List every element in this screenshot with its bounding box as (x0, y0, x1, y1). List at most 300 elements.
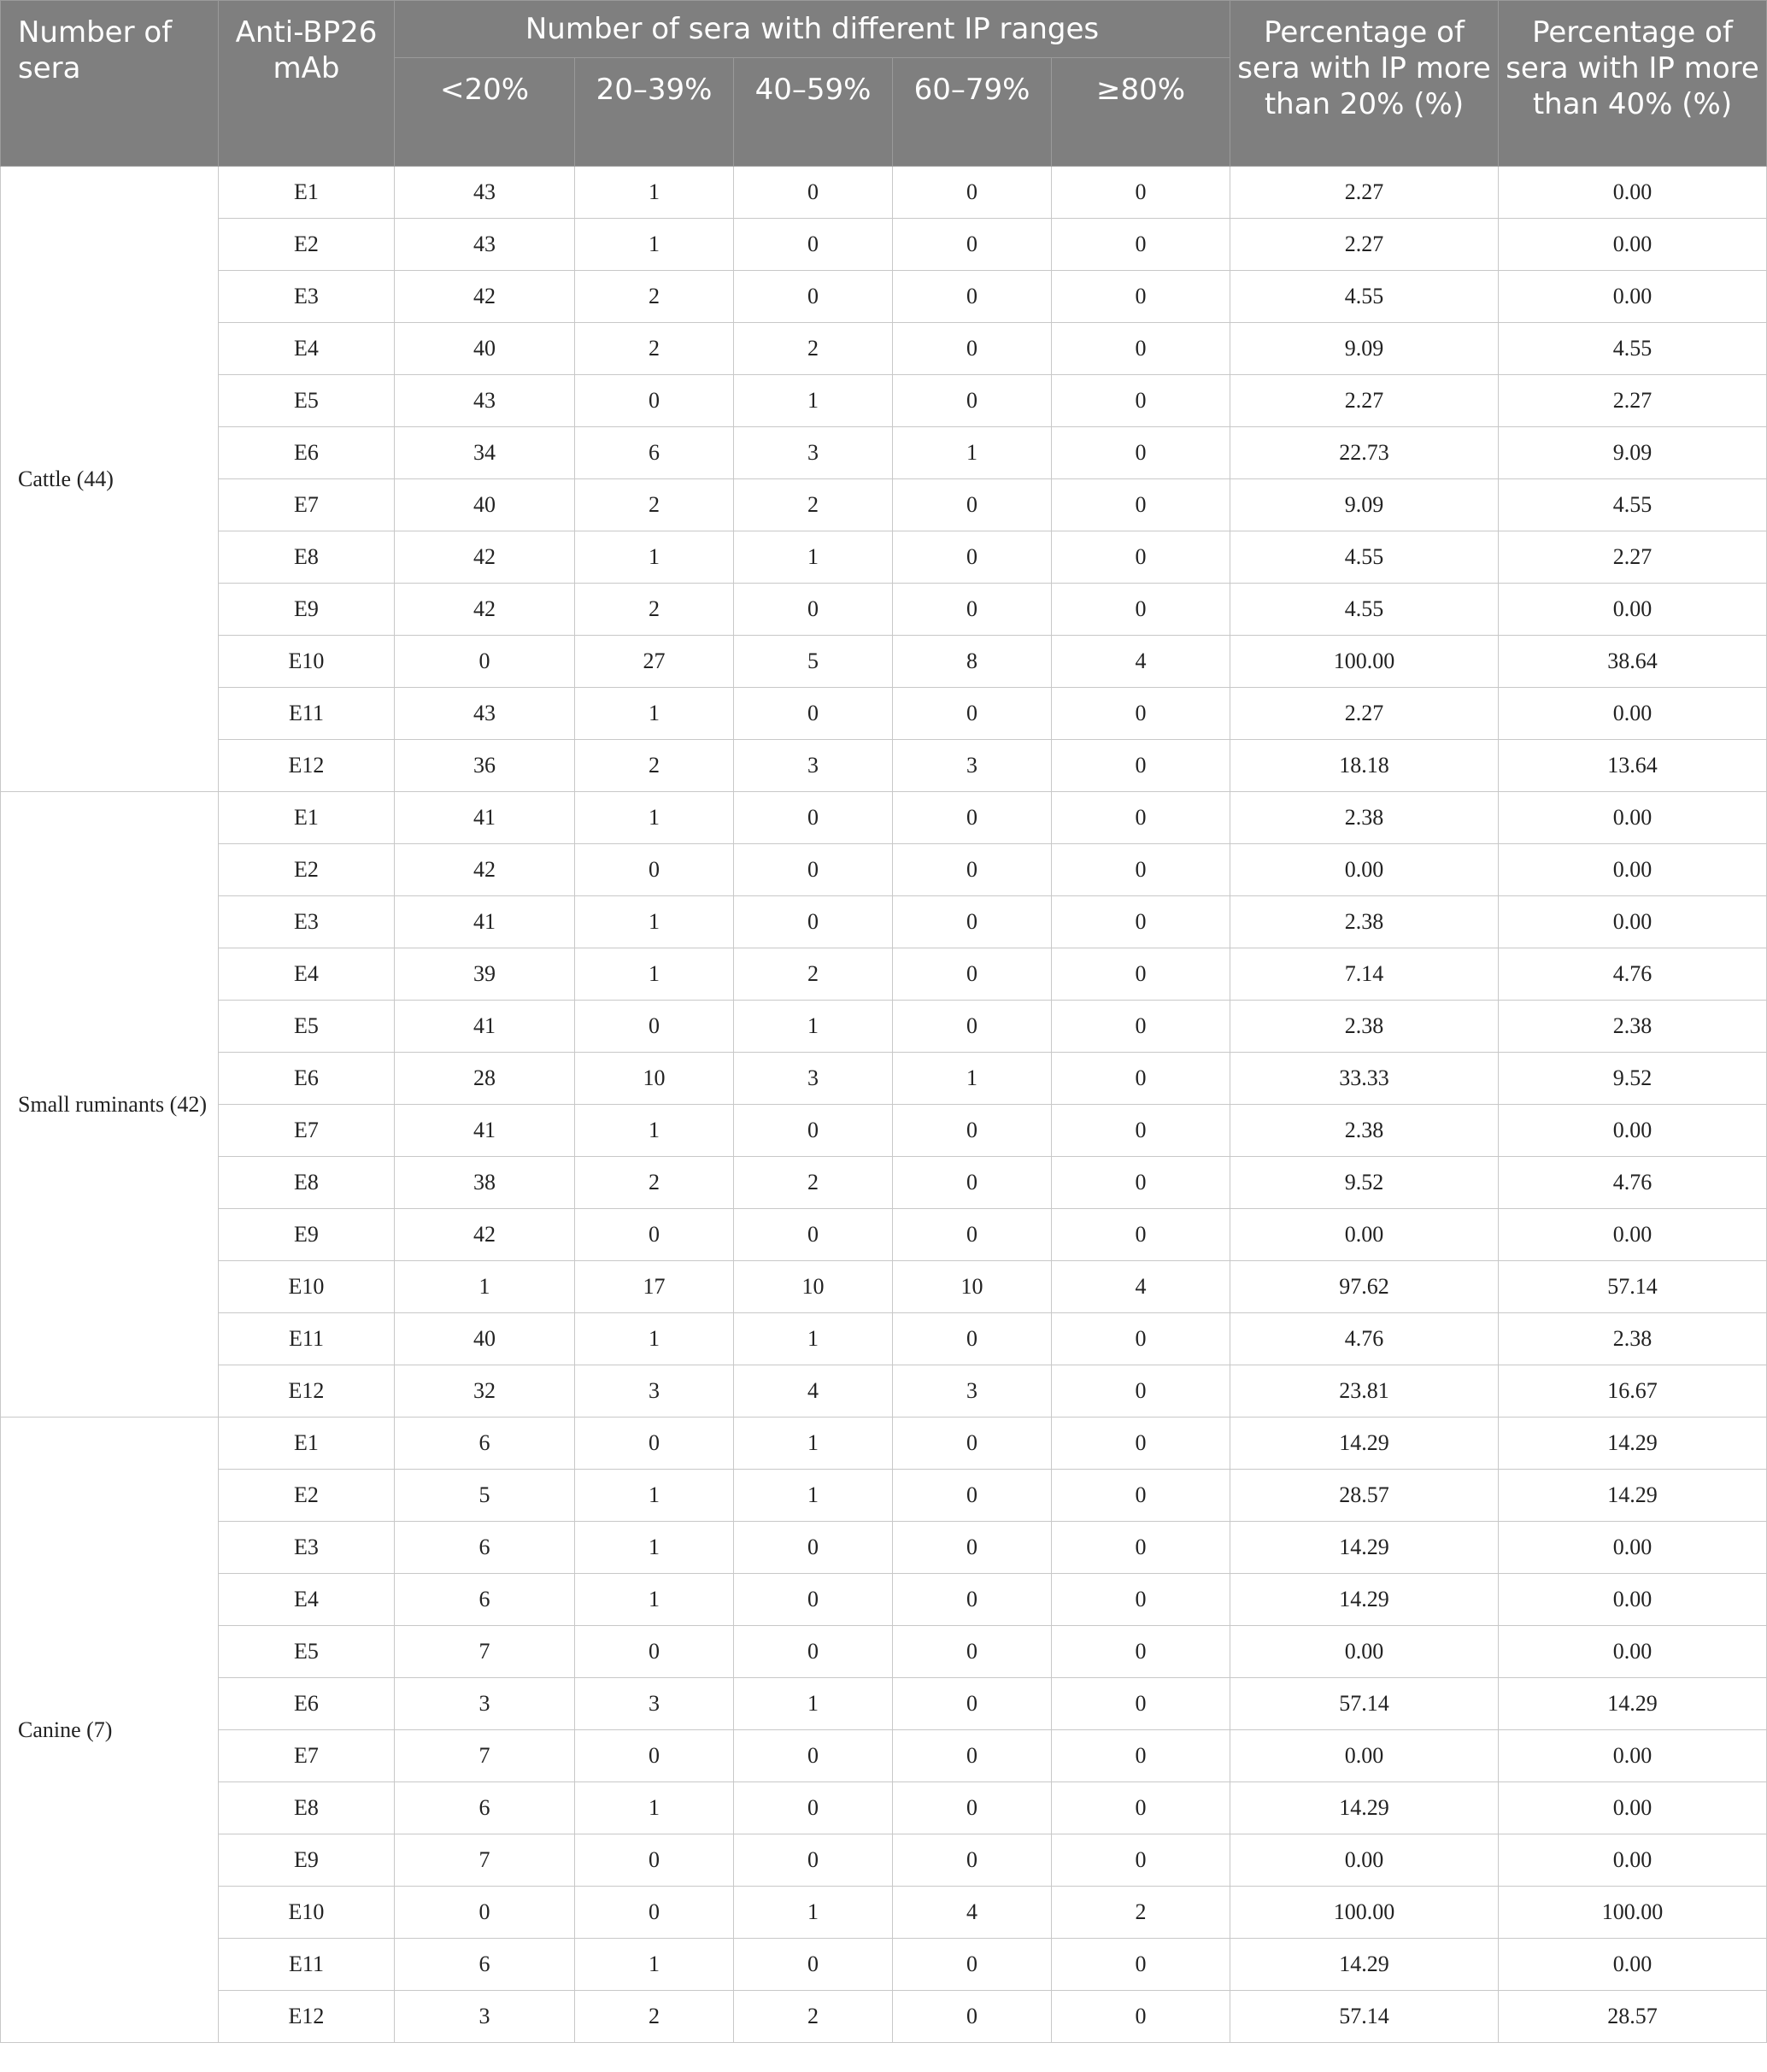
lt20-cell: 6 (395, 1522, 575, 1574)
ge80-cell: 0 (1052, 1209, 1230, 1261)
ge80-cell: 0 (1052, 1678, 1230, 1730)
table-row (1, 584, 1767, 636)
group-label: Cattle (44) (1, 167, 219, 792)
table-row (1, 1470, 1767, 1522)
r60-79-cell: 0 (893, 219, 1052, 271)
pct40-cell: 0.00 (1499, 688, 1767, 740)
r40-59-cell: 1 (734, 1678, 893, 1730)
r20-39-cell: 1 (575, 948, 734, 1001)
pct20-cell: 2.38 (1230, 896, 1499, 948)
mab-cell: E8 (219, 1157, 395, 1209)
pct40-cell: 0.00 (1499, 896, 1767, 948)
mab-cell: E2 (219, 219, 395, 271)
table-row (1, 948, 1767, 1001)
pct40-cell: 0.00 (1499, 1574, 1767, 1626)
r40-59-cell: 0 (734, 1626, 893, 1678)
r60-79-cell: 0 (893, 1157, 1052, 1209)
pct40-cell: 9.52 (1499, 1053, 1767, 1105)
mab-cell: E10 (219, 1887, 395, 1939)
pct40-cell: 100.00 (1499, 1887, 1767, 1939)
ge80-cell: 0 (1052, 531, 1230, 584)
ge80-cell: 0 (1052, 1053, 1230, 1105)
mab-cell: E1 (219, 1418, 395, 1470)
mab-cell: E4 (219, 323, 395, 375)
header-range: <20% (395, 58, 575, 167)
r40-59-cell: 1 (734, 531, 893, 584)
ge80-cell: 0 (1052, 167, 1230, 219)
r40-59-cell: 0 (734, 271, 893, 323)
r20-39-cell: 1 (575, 531, 734, 584)
lt20-cell: 0 (395, 636, 575, 688)
ge80-cell: 0 (1052, 375, 1230, 427)
r20-39-cell: 0 (575, 375, 734, 427)
lt20-cell: 42 (395, 844, 575, 896)
r40-59-cell: 0 (734, 896, 893, 948)
pct20-cell: 100.00 (1230, 1887, 1499, 1939)
r60-79-cell: 0 (893, 479, 1052, 531)
r20-39-cell: 1 (575, 1105, 734, 1157)
table-row (1, 1418, 1767, 1470)
r60-79-cell: 0 (893, 844, 1052, 896)
lt20-cell: 38 (395, 1157, 575, 1209)
mab-cell: E8 (219, 531, 395, 584)
pct20-cell: 0.00 (1230, 844, 1499, 896)
pct40-cell: 0.00 (1499, 1730, 1767, 1782)
r40-59-cell: 1 (734, 1470, 893, 1522)
table-row (1, 1782, 1767, 1834)
lt20-cell: 43 (395, 219, 575, 271)
lt20-cell: 6 (395, 1418, 575, 1470)
r20-39-cell: 1 (575, 219, 734, 271)
r40-59-cell: 5 (734, 636, 893, 688)
ge80-cell: 0 (1052, 1782, 1230, 1834)
ge80-cell: 4 (1052, 1261, 1230, 1313)
pct40-cell: 0.00 (1499, 1522, 1767, 1574)
table-row (1, 1730, 1767, 1782)
table-row (1, 1522, 1767, 1574)
pct20-cell: 4.55 (1230, 584, 1499, 636)
pct20-cell: 22.73 (1230, 427, 1499, 479)
table-row (1, 271, 1767, 323)
r20-39-cell: 2 (575, 1991, 734, 2043)
r60-79-cell: 0 (893, 1209, 1052, 1261)
r40-59-cell: 2 (734, 948, 893, 1001)
table-row (1, 1001, 1767, 1053)
r60-79-cell: 4 (893, 1887, 1052, 1939)
r40-59-cell: 0 (734, 844, 893, 896)
lt20-cell: 6 (395, 1939, 575, 1991)
pct20-cell: 4.55 (1230, 531, 1499, 584)
r60-79-cell: 3 (893, 1365, 1052, 1418)
pct20-cell: 2.27 (1230, 167, 1499, 219)
r40-59-cell: 0 (734, 688, 893, 740)
pct20-cell: 2.38 (1230, 1105, 1499, 1157)
r40-59-cell: 2 (734, 323, 893, 375)
mab-cell: E1 (219, 792, 395, 844)
table-row (1, 167, 1767, 219)
table-row (1, 792, 1767, 844)
r20-39-cell: 0 (575, 1834, 734, 1887)
ge80-cell: 0 (1052, 1418, 1230, 1470)
pct20-cell: 100.00 (1230, 636, 1499, 688)
r60-79-cell: 0 (893, 896, 1052, 948)
ge80-cell: 0 (1052, 1939, 1230, 1991)
r40-59-cell: 0 (734, 584, 893, 636)
lt20-cell: 6 (395, 1574, 575, 1626)
r40-59-cell: 0 (734, 1782, 893, 1834)
ge80-cell: 0 (1052, 844, 1230, 896)
mab-cell: E1 (219, 167, 395, 219)
r60-79-cell: 0 (893, 1834, 1052, 1887)
lt20-cell: 42 (395, 584, 575, 636)
pct40-cell: 38.64 (1499, 636, 1767, 688)
mab-cell: E9 (219, 1209, 395, 1261)
lt20-cell: 3 (395, 1991, 575, 2043)
header-pct-40: Percentage of sera with IP more than 40% (%) (1499, 1, 1767, 167)
table-row (1, 1261, 1767, 1313)
lt20-cell: 34 (395, 427, 575, 479)
pct40-cell: 0.00 (1499, 844, 1767, 896)
pct20-cell: 2.27 (1230, 688, 1499, 740)
pct40-cell: 0.00 (1499, 271, 1767, 323)
pct40-cell: 0.00 (1499, 219, 1767, 271)
table-row (1, 323, 1767, 375)
r60-79-cell: 3 (893, 740, 1052, 792)
r40-59-cell: 0 (734, 1105, 893, 1157)
pct20-cell: 0.00 (1230, 1834, 1499, 1887)
table-row (1, 1678, 1767, 1730)
ge80-cell: 0 (1052, 1001, 1230, 1053)
r20-39-cell: 2 (575, 1157, 734, 1209)
pct20-cell: 9.09 (1230, 323, 1499, 375)
table-row (1, 844, 1767, 896)
r20-39-cell: 0 (575, 1887, 734, 1939)
r20-39-cell: 1 (575, 1939, 734, 1991)
table-row (1, 1834, 1767, 1887)
mab-cell: E4 (219, 948, 395, 1001)
pct20-cell: 4.76 (1230, 1313, 1499, 1365)
mab-cell: E6 (219, 1678, 395, 1730)
mab-cell: E5 (219, 375, 395, 427)
ge80-cell: 0 (1052, 1313, 1230, 1365)
mab-cell: E5 (219, 1626, 395, 1678)
r20-39-cell: 1 (575, 1522, 734, 1574)
pct40-cell: 16.67 (1499, 1365, 1767, 1418)
lt20-cell: 40 (395, 479, 575, 531)
r40-59-cell: 2 (734, 1157, 893, 1209)
lt20-cell: 7 (395, 1626, 575, 1678)
mab-cell: E3 (219, 896, 395, 948)
pct40-cell: 14.29 (1499, 1470, 1767, 1522)
group-label: Canine (7) (1, 1418, 219, 2043)
pct20-cell: 14.29 (1230, 1782, 1499, 1834)
ge80-cell: 0 (1052, 740, 1230, 792)
r20-39-cell: 1 (575, 1470, 734, 1522)
mab-cell: E7 (219, 1730, 395, 1782)
table-row (1, 1157, 1767, 1209)
group-label: Small ruminants (42) (1, 792, 219, 1418)
r20-39-cell: 1 (575, 1782, 734, 1834)
pct20-cell: 57.14 (1230, 1678, 1499, 1730)
r20-39-cell: 0 (575, 844, 734, 896)
mab-cell: E5 (219, 1001, 395, 1053)
ge80-cell: 0 (1052, 1105, 1230, 1157)
r20-39-cell: 2 (575, 271, 734, 323)
mab-cell: E4 (219, 1574, 395, 1626)
mab-cell: E10 (219, 636, 395, 688)
pct40-cell: 14.29 (1499, 1418, 1767, 1470)
pct20-cell: 2.38 (1230, 792, 1499, 844)
mab-cell: E7 (219, 479, 395, 531)
pct20-cell: 2.27 (1230, 219, 1499, 271)
r40-59-cell: 0 (734, 1939, 893, 1991)
mab-cell: E12 (219, 1365, 395, 1418)
header-range: 40–59% (734, 58, 893, 167)
lt20-cell: 7 (395, 1834, 575, 1887)
ge80-cell: 0 (1052, 1470, 1230, 1522)
table-row (1, 688, 1767, 740)
table-row (1, 1209, 1767, 1261)
r20-39-cell: 1 (575, 167, 734, 219)
mab-cell: E2 (219, 844, 395, 896)
pct20-cell: 4.55 (1230, 271, 1499, 323)
table-row (1, 740, 1767, 792)
ge80-cell: 0 (1052, 1522, 1230, 1574)
lt20-cell: 41 (395, 1105, 575, 1157)
lt20-cell: 40 (395, 1313, 575, 1365)
ge80-cell: 0 (1052, 427, 1230, 479)
pct20-cell: 14.29 (1230, 1522, 1499, 1574)
r40-59-cell: 0 (734, 1834, 893, 1887)
table-row (1, 531, 1767, 584)
lt20-cell: 43 (395, 167, 575, 219)
r40-59-cell: 1 (734, 375, 893, 427)
r20-39-cell: 17 (575, 1261, 734, 1313)
lt20-cell: 41 (395, 792, 575, 844)
r60-79-cell: 0 (893, 1313, 1052, 1365)
pct40-cell: 14.29 (1499, 1678, 1767, 1730)
table-row (1, 1053, 1767, 1105)
pct20-cell: 2.27 (1230, 375, 1499, 427)
header-number-of-sera: Number of sera (1, 1, 219, 167)
pct40-cell: 4.55 (1499, 323, 1767, 375)
r60-79-cell: 0 (893, 1782, 1052, 1834)
r40-59-cell: 0 (734, 1730, 893, 1782)
r60-79-cell: 1 (893, 427, 1052, 479)
table-row (1, 1887, 1767, 1939)
r60-79-cell: 0 (893, 1678, 1052, 1730)
ge80-cell: 0 (1052, 792, 1230, 844)
mab-cell: E12 (219, 1991, 395, 2043)
lt20-cell: 36 (395, 740, 575, 792)
r40-59-cell: 3 (734, 740, 893, 792)
pct20-cell: 0.00 (1230, 1730, 1499, 1782)
r20-39-cell: 0 (575, 1209, 734, 1261)
r20-39-cell: 6 (575, 427, 734, 479)
mab-cell: E6 (219, 427, 395, 479)
header-ip-ranges-title: Number of sera with different IP ranges (395, 1, 1230, 58)
table-row (1, 1939, 1767, 1991)
mab-cell: E9 (219, 584, 395, 636)
r40-59-cell: 0 (734, 1574, 893, 1626)
table-row (1, 1991, 1767, 2043)
ge80-cell: 0 (1052, 323, 1230, 375)
mab-cell: E11 (219, 1313, 395, 1365)
pct40-cell: 2.27 (1499, 375, 1767, 427)
r60-79-cell: 0 (893, 948, 1052, 1001)
lt20-cell: 32 (395, 1365, 575, 1418)
r40-59-cell: 0 (734, 219, 893, 271)
r20-39-cell: 0 (575, 1001, 734, 1053)
header-range: 20–39% (575, 58, 734, 167)
r40-59-cell: 1 (734, 1313, 893, 1365)
header-range: ≥80% (1052, 58, 1230, 167)
r20-39-cell: 1 (575, 688, 734, 740)
r40-59-cell: 2 (734, 479, 893, 531)
pct20-cell: 14.29 (1230, 1939, 1499, 1991)
r40-59-cell: 0 (734, 792, 893, 844)
lt20-cell: 28 (395, 1053, 575, 1105)
lt20-cell: 41 (395, 896, 575, 948)
header-range: 60–79% (893, 58, 1052, 167)
mab-cell: E8 (219, 1782, 395, 1834)
pct40-cell: 28.57 (1499, 1991, 1767, 2043)
ge80-cell: 0 (1052, 271, 1230, 323)
ge80-cell: 0 (1052, 688, 1230, 740)
pct40-cell: 2.38 (1499, 1001, 1767, 1053)
ge80-cell: 0 (1052, 1834, 1230, 1887)
mab-cell: E12 (219, 740, 395, 792)
r60-79-cell: 0 (893, 1626, 1052, 1678)
r20-39-cell: 10 (575, 1053, 734, 1105)
pct40-cell: 0.00 (1499, 1782, 1767, 1834)
table-row (1, 1626, 1767, 1678)
lt20-cell: 41 (395, 1001, 575, 1053)
r60-79-cell: 0 (893, 271, 1052, 323)
r60-79-cell: 0 (893, 1418, 1052, 1470)
r60-79-cell: 0 (893, 1991, 1052, 2043)
pct40-cell: 4.76 (1499, 1157, 1767, 1209)
table-row (1, 479, 1767, 531)
pct40-cell: 0.00 (1499, 1209, 1767, 1261)
lt20-cell: 1 (395, 1261, 575, 1313)
table-row (1, 1574, 1767, 1626)
pct40-cell: 0.00 (1499, 1939, 1767, 1991)
r40-59-cell: 0 (734, 1522, 893, 1574)
lt20-cell: 39 (395, 948, 575, 1001)
r60-79-cell: 0 (893, 792, 1052, 844)
ge80-cell: 0 (1052, 896, 1230, 948)
lt20-cell: 5 (395, 1470, 575, 1522)
lt20-cell: 42 (395, 1209, 575, 1261)
r20-39-cell: 0 (575, 1418, 734, 1470)
lt20-cell: 40 (395, 323, 575, 375)
r60-79-cell: 0 (893, 1470, 1052, 1522)
pct20-cell: 2.38 (1230, 1001, 1499, 1053)
ge80-cell: 0 (1052, 1574, 1230, 1626)
r60-79-cell: 0 (893, 1939, 1052, 1991)
r60-79-cell: 10 (893, 1261, 1052, 1313)
mab-cell: E6 (219, 1053, 395, 1105)
lt20-cell: 3 (395, 1678, 575, 1730)
r20-39-cell: 1 (575, 1313, 734, 1365)
r60-79-cell: 0 (893, 1105, 1052, 1157)
r60-79-cell: 0 (893, 323, 1052, 375)
mab-cell: E9 (219, 1834, 395, 1887)
r20-39-cell: 0 (575, 1626, 734, 1678)
r20-39-cell: 1 (575, 896, 734, 948)
r20-39-cell: 3 (575, 1365, 734, 1418)
pct20-cell: 9.52 (1230, 1157, 1499, 1209)
lt20-cell: 42 (395, 271, 575, 323)
pct20-cell: 97.62 (1230, 1261, 1499, 1313)
r40-59-cell: 3 (734, 1053, 893, 1105)
mab-cell: E7 (219, 1105, 395, 1157)
r20-39-cell: 2 (575, 323, 734, 375)
table-row (1, 427, 1767, 479)
lt20-cell: 6 (395, 1782, 575, 1834)
pct40-cell: 4.76 (1499, 948, 1767, 1001)
r20-39-cell: 2 (575, 584, 734, 636)
lt20-cell: 7 (395, 1730, 575, 1782)
table-row (1, 1365, 1767, 1418)
ge80-cell: 0 (1052, 584, 1230, 636)
lt20-cell: 42 (395, 531, 575, 584)
pct40-cell: 2.27 (1499, 531, 1767, 584)
pct20-cell: 14.29 (1230, 1574, 1499, 1626)
pct20-cell: 18.18 (1230, 740, 1499, 792)
r20-39-cell: 2 (575, 740, 734, 792)
r40-59-cell: 0 (734, 1209, 893, 1261)
pct40-cell: 13.64 (1499, 740, 1767, 792)
ge80-cell: 2 (1052, 1887, 1230, 1939)
r60-79-cell: 0 (893, 167, 1052, 219)
ge80-cell: 0 (1052, 479, 1230, 531)
r60-79-cell: 0 (893, 375, 1052, 427)
table-row (1, 375, 1767, 427)
pct20-cell: 57.14 (1230, 1991, 1499, 2043)
pct40-cell: 0.00 (1499, 584, 1767, 636)
ge80-cell: 0 (1052, 1730, 1230, 1782)
r60-79-cell: 0 (893, 1574, 1052, 1626)
r60-79-cell: 0 (893, 1001, 1052, 1053)
r40-59-cell: 0 (734, 167, 893, 219)
pct40-cell: 2.38 (1499, 1313, 1767, 1365)
pct40-cell: 0.00 (1499, 1105, 1767, 1157)
r20-39-cell: 2 (575, 479, 734, 531)
pct20-cell: 33.33 (1230, 1053, 1499, 1105)
pct20-cell: 23.81 (1230, 1365, 1499, 1418)
pct40-cell: 0.00 (1499, 1834, 1767, 1887)
r60-79-cell: 0 (893, 531, 1052, 584)
pct40-cell: 0.00 (1499, 792, 1767, 844)
ge80-cell: 0 (1052, 948, 1230, 1001)
pct40-cell: 57.14 (1499, 1261, 1767, 1313)
pct20-cell: 14.29 (1230, 1418, 1499, 1470)
pct40-cell: 0.00 (1499, 167, 1767, 219)
r60-79-cell: 0 (893, 1522, 1052, 1574)
mab-cell: E2 (219, 1470, 395, 1522)
table-row (1, 219, 1767, 271)
mab-cell: E3 (219, 271, 395, 323)
r60-79-cell: 0 (893, 688, 1052, 740)
ge80-cell: 4 (1052, 636, 1230, 688)
ge80-cell: 0 (1052, 1157, 1230, 1209)
table-body (1, 167, 1767, 2043)
r40-59-cell: 3 (734, 427, 893, 479)
r40-59-cell: 1 (734, 1418, 893, 1470)
r40-59-cell: 4 (734, 1365, 893, 1418)
